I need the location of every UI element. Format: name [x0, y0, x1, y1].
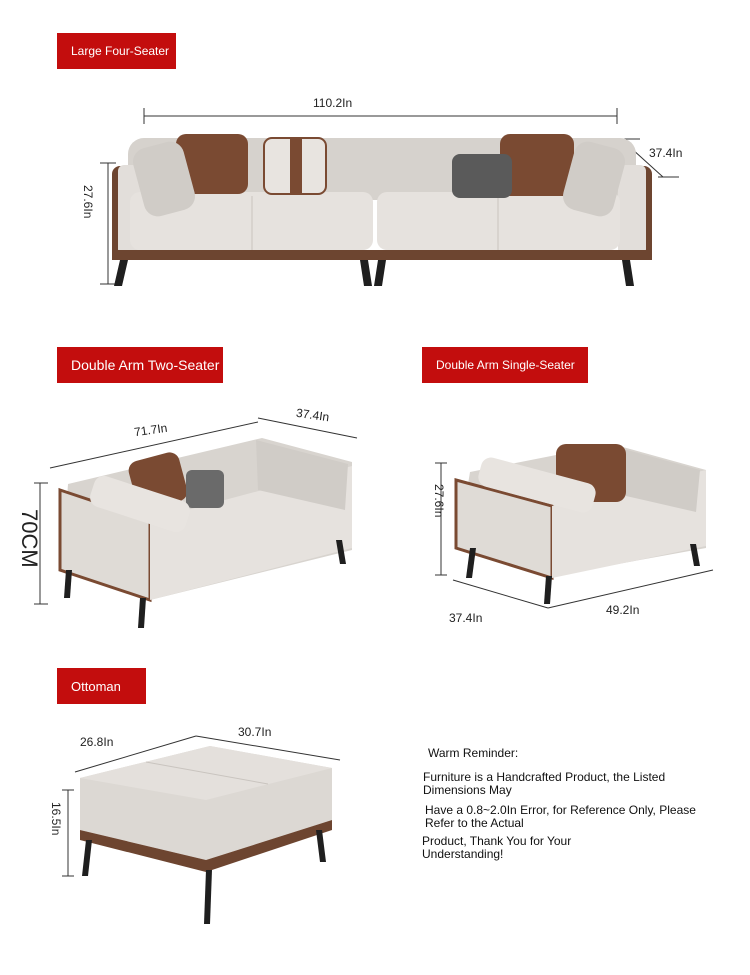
ottoman-width: 30.7In — [238, 725, 272, 739]
single-seater-label: Double Arm Single-Seater — [436, 358, 575, 372]
four-seater-label: Large Four-Seater — [71, 44, 170, 58]
reminder-title: Warm Reminder: — [428, 746, 519, 760]
two-seater-label: Double Arm Two-Seater — [71, 357, 220, 373]
two-seater-depth: 37.4In — [295, 405, 331, 425]
ottoman-label: Ottoman — [71, 678, 121, 694]
four-seater-depth: 37.4In — [649, 146, 683, 160]
two-seater-width: 71.7In — [133, 420, 169, 440]
single-seater-depth: 37.4In — [449, 611, 483, 625]
ottoman-height: 16.5In — [49, 802, 63, 836]
reminder-line-1: Furniture is a Handcrafted Product, the Listed Dimensions May — [423, 770, 666, 797]
four-seater-height: 27.6In — [81, 185, 95, 219]
reminder-line-2: Have a 0.8~2.0In Error, for Reference Only, Please Refer to the Actual — [425, 803, 696, 830]
two-seater-height: 70CM — [17, 509, 42, 568]
ottoman-depth: 26.8In — [80, 735, 114, 749]
single-seater-height: 27.6In — [432, 484, 446, 518]
four-seater-width: 110.2In — [313, 96, 353, 110]
reminder-line-3: Product, Thank You for Your Understanding! — [422, 834, 572, 861]
single-seater-width: 49.2In — [606, 603, 640, 617]
